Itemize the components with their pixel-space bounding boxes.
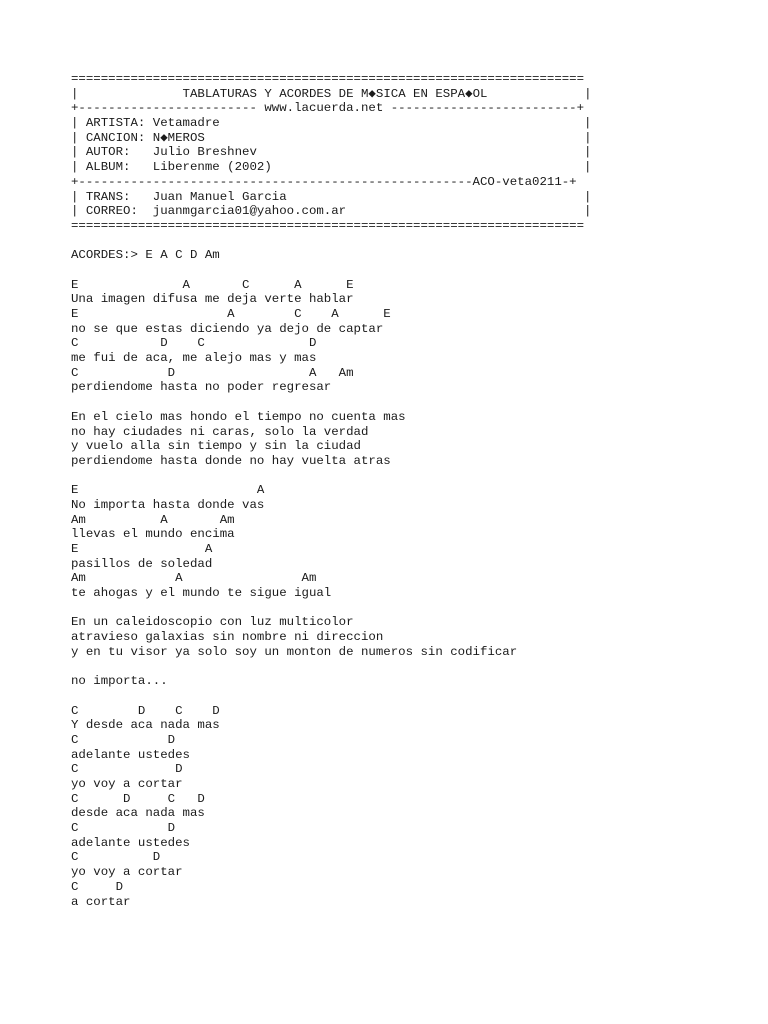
outro-line: C D	[71, 821, 176, 836]
bridge-line: no importa...	[71, 674, 168, 689]
blank-line	[71, 263, 592, 278]
chorus-line: pasillos de soledad	[71, 556, 213, 571]
chorus-line: te ahogas y el mundo te sigue igual	[71, 586, 332, 601]
verse3-line: y en tu visor ya solo soy un monton de numeros sin codificar	[71, 644, 518, 659]
outro-line: yo voy a cortar	[71, 865, 183, 880]
blank-line	[71, 395, 592, 410]
header-artist: | ARTISTA: Vetamadre |	[71, 116, 592, 131]
chorus-line: E A	[71, 483, 265, 498]
verse1-line: C D A Am	[71, 365, 354, 380]
header-album: | ALBUM: Liberenme (2002) |	[71, 160, 592, 175]
verse1-line: perdiendome hasta no poder regresar	[71, 380, 332, 395]
chorus-line: E A	[71, 542, 213, 556]
chorus-line: Am A Am	[71, 512, 235, 527]
blank-line	[71, 660, 592, 675]
verse2-line: y vuelo alla sin tiempo y sin la ciudad	[71, 439, 361, 454]
outro-line: C D C D	[71, 703, 220, 718]
blank-line	[71, 469, 592, 484]
verse3-line: En un caleidoscopio con luz multicolor	[71, 615, 354, 630]
verse3-line: atravieso galaxias sin nombre ni direccion	[71, 630, 384, 645]
verse2-line: perdiendome hasta donde no hay vuelta atras	[71, 453, 391, 468]
verse1-line: Una imagen difusa me deja verte hablar	[71, 292, 354, 307]
header-email: | CORREO: juanmgarcia01@yahoo.com.ar |	[71, 204, 592, 219]
header-author: | AUTOR: Julio Breshnev |	[71, 145, 592, 160]
blank-line	[71, 234, 592, 249]
tab-document	[71, 72, 592, 909]
outro-line: C D C D	[71, 791, 205, 806]
verse1-line: me fui de aca, me alejo mas y mas	[71, 351, 317, 366]
chorus-line: No importa hasta donde vas	[71, 497, 265, 512]
outro-line: adelante ustedes	[71, 747, 190, 762]
outro-line: desde aca nada mas	[71, 806, 205, 821]
outro-line: yo voy a cortar	[71, 777, 183, 791]
outro-line: Y desde aca nada mas	[71, 718, 220, 733]
verse1-line: C D C D	[71, 336, 317, 351]
verse1-line: no se que estas diciendo ya dejo de captar	[71, 321, 384, 336]
chorus-line: Am A Am	[71, 571, 317, 586]
chords-summary: ACORDES:> E A C D Am	[71, 248, 220, 263]
outro-line: C D	[71, 732, 176, 747]
header-site: +------------------------ www.lacuerda.net -------------------------+	[71, 101, 585, 116]
verse2-line: En el cielo mas hondo el tiempo no cuenta mas	[71, 409, 406, 424]
blank-line	[71, 689, 592, 704]
header-song: | CANCION: N◆MEROS |	[71, 130, 592, 145]
header-rule-bottom: =====================================================================	[71, 218, 585, 233]
header-trans: | TRANS: Juan Manuel Garcia |	[71, 189, 592, 204]
outro-line: a cortar	[71, 894, 131, 909]
verse2-line: no hay ciudades ni caras, solo la verdad	[71, 424, 369, 439]
outro-line: C D	[71, 879, 124, 894]
outro-line: adelante ustedes	[71, 835, 190, 850]
chorus-line: llevas el mundo encima	[71, 527, 235, 542]
header-code: +-----------------------------------------------------ACO-veta0211-+	[71, 174, 577, 189]
verse1-line: E A C A E	[71, 307, 391, 321]
header-rule-top: =====================================================================	[71, 72, 585, 86]
verse1-line: E A C A E	[71, 277, 354, 292]
blank-line	[71, 601, 592, 616]
header-title: | TABLATURAS Y ACORDES DE M◆SICA EN ESPA◆OL |	[71, 86, 592, 101]
outro-line: C D	[71, 850, 161, 865]
outro-line: C D	[71, 762, 183, 777]
